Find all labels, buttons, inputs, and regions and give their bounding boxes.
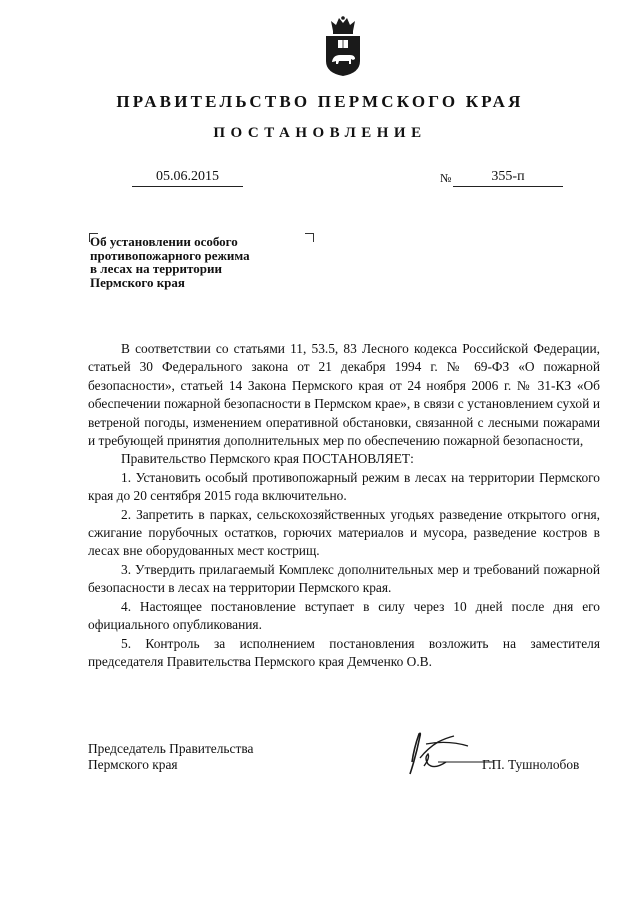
document-type-title: ПОСТАНОВЛЕНИЕ <box>213 125 427 141</box>
clause-5: 5. Контроль за исполнением постановления возложить на заместителя председателя Правительства Пермского края Демченко О.В. <box>88 635 600 669</box>
subject-line: Об установлении особого <box>90 234 238 249</box>
subject-line: противопожарного режима <box>90 247 250 263</box>
document-subject <box>90 235 310 289</box>
signer-position-line: Пермского края <box>88 757 178 772</box>
clause-1: 1. Установить особый противопожарный режим в лесах на территории Пермского края до 20 сентября 2015 года включительно. <box>88 469 600 504</box>
clause-3: 3. Утвердить прилагаемый Комплекс дополнительных мер и требований пожарной безопасности в лесах на территории Пермского края. <box>88 561 600 596</box>
signer-position <box>88 741 253 773</box>
perm-krai-coat-of-arms-icon <box>323 15 363 77</box>
document-date: 05.06.2015 <box>132 168 243 187</box>
signer-position-line: Председатель Правительства <box>88 741 254 756</box>
number-sign: № <box>440 171 452 185</box>
subject-line: в лесах на территории <box>90 261 222 276</box>
signer-name: Г.П. Тушнолобов <box>482 757 580 772</box>
resolution-statement: Правительство Пермского края ПОСТАНОВЛЯЕТ: <box>121 451 414 467</box>
preamble-paragraph: В соответствии со статьями 11, 53.5, 83 Лесного кодекса Российской Федерации, статьей 30 Федерального закона от 21 декабря 1994 г. № 69-ФЗ «О пожарной безопасности», статьей 14 Закона Пермского края от 24 ноября 2006 г. № 31-КЗ «Об обеспечении пожарной безопасности в Пермском крае», в связи с установлением сухой и ветреной погоды, изменением оперативной обстановки, связанной с лесными пожарами и требующей принятия дополнительных мер по обеспечению пожарной безопасности, <box>88 341 600 449</box>
document-body <box>88 340 600 671</box>
subject-line: Пермского края <box>90 274 185 290</box>
organization-title: ПРАВИТЕЛЬСТВО ПЕРМСКОГО КРАЯ <box>116 92 524 111</box>
document-number: 355-п <box>453 168 563 187</box>
clause-4: 4. Настоящее постановление вступает в силу через 10 дней после дня его официального опубликования. <box>88 598 600 633</box>
clause-2: 2. Запретить в парках, сельскохозяйственных угодьях разведение открытого огня, сжигание порубочных остатков, горючих материалов и мусора, разведение костров в лесах вне оборудованных мест кострищ. <box>88 506 600 559</box>
